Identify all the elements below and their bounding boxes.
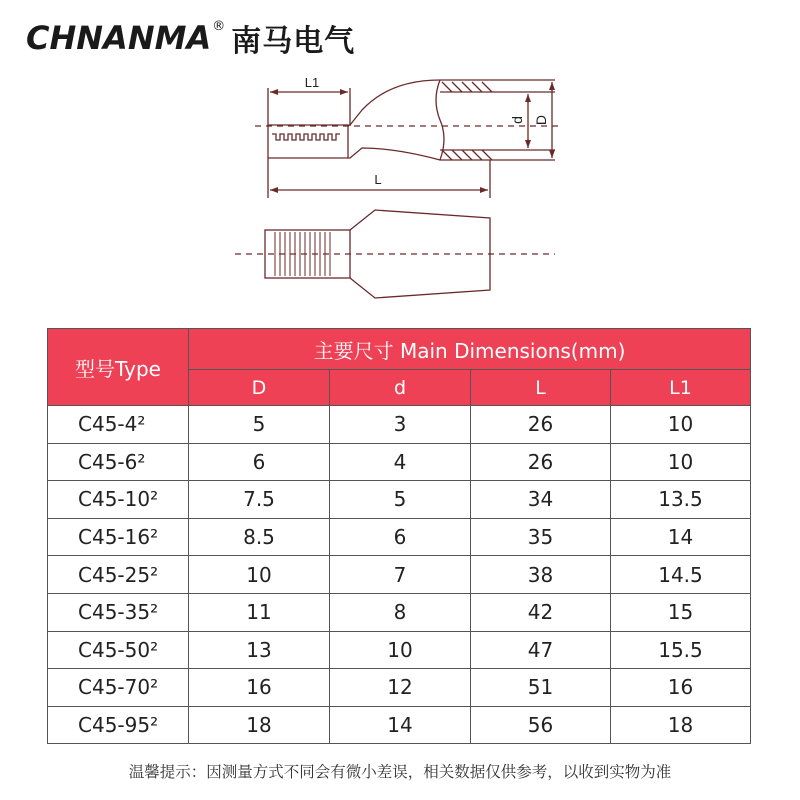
table-row — [48, 706, 751, 744]
type-column-header: 型号Type — [48, 329, 189, 406]
column-header-L1: L1 — [611, 370, 751, 406]
dimension-cell-D: 10 — [189, 556, 330, 594]
model-cell: C45-25² — [48, 556, 189, 594]
column-header-D: D — [189, 370, 330, 406]
dimension-cell-d: 8 — [330, 593, 471, 631]
d-large-label: D — [533, 114, 549, 126]
registered-mark: ® — [212, 18, 226, 34]
dimension-cell-d: 5 — [330, 481, 471, 519]
crimp-teeth — [272, 134, 340, 140]
dimension-cell-L: 47 — [471, 631, 611, 669]
dimension-cell-D: 13 — [189, 631, 330, 669]
model-cell: C45-95² — [48, 706, 189, 744]
dimension-cell-d: 6 — [330, 518, 471, 556]
table-row — [48, 669, 751, 707]
model-cell: C45-4² — [48, 406, 189, 444]
dimension-cell-L1: 10 — [611, 443, 751, 481]
dimension-cell-D: 5 — [189, 406, 330, 444]
brand-chinese-name: 南马电气 — [231, 24, 356, 59]
dimension-cell-L: 56 — [471, 706, 611, 744]
dimension-cell-L1: 16 — [611, 669, 751, 707]
table-row — [48, 481, 751, 519]
l-label: L — [374, 172, 382, 187]
dimensions-table-wrapper — [47, 328, 750, 744]
dimension-cell-L1: 15.5 — [611, 631, 751, 669]
dimension-cell-L1: 13.5 — [611, 481, 751, 519]
dimension-cell-L1: 15 — [611, 593, 751, 631]
footnote: 温馨提示：因测量方式不同会有微小差误，相关数据仅供参考，以收到实物为准 — [128, 763, 672, 781]
dimension-cell-D: 16 — [189, 669, 330, 707]
dimension-cell-L1: 18 — [611, 706, 751, 744]
sleeve-hatch-bottom — [442, 150, 492, 160]
table-row — [48, 406, 751, 444]
ferrule-technical-drawing — [0, 70, 800, 320]
model-cell: C45-16² — [48, 518, 189, 556]
dimension-cell-L1: 14 — [611, 518, 751, 556]
dimension-cell-d: 10 — [330, 631, 471, 669]
table-row — [48, 556, 751, 594]
dimension-cell-L: 26 — [471, 443, 611, 481]
model-cell: C45-10² — [48, 481, 189, 519]
dimension-cell-d: 3 — [330, 406, 471, 444]
column-header-L: L — [471, 370, 611, 406]
dimension-cell-d: 7 — [330, 556, 471, 594]
model-cell: C45-6² — [48, 443, 189, 481]
dimension-cell-L: 34 — [471, 481, 611, 519]
dimension-cell-L: 42 — [471, 593, 611, 631]
table-body — [48, 406, 751, 744]
d-small-label: d — [509, 116, 525, 124]
brand-header — [26, 14, 355, 62]
dimension-cell-L1: 14.5 — [611, 556, 751, 594]
l1-label: L1 — [304, 75, 320, 90]
dimension-cell-L: 51 — [471, 669, 611, 707]
dimensions-table — [47, 328, 751, 744]
dimension-cell-D: 11 — [189, 593, 330, 631]
dimension-cell-D: 6 — [189, 443, 330, 481]
table-row — [48, 518, 751, 556]
dimension-cell-D: 18 — [189, 706, 330, 744]
model-cell: C45-35² — [48, 593, 189, 631]
table-row — [48, 443, 751, 481]
dimension-cell-d: 12 — [330, 669, 471, 707]
main-dimensions-header: 主要尺寸 Main Dimensions(mm) — [189, 329, 751, 370]
dimension-cell-L1: 10 — [611, 406, 751, 444]
dimension-cell-D: 7.5 — [189, 481, 330, 519]
model-cell: C45-50² — [48, 631, 189, 669]
sleeve-hatch-top — [442, 82, 492, 92]
table-row — [48, 593, 751, 631]
table-row — [48, 631, 751, 669]
dimension-cell-L: 26 — [471, 406, 611, 444]
dimension-cell-L: 38 — [471, 556, 611, 594]
brand-logo-text: CHNANMA — [26, 19, 212, 57]
model-cell: C45-70² — [48, 669, 189, 707]
dimension-cell-D: 8.5 — [189, 518, 330, 556]
dimension-cell-L: 35 — [471, 518, 611, 556]
column-header-d: d — [330, 370, 471, 406]
dimension-cell-d: 14 — [330, 706, 471, 744]
dimension-cell-d: 4 — [330, 443, 471, 481]
